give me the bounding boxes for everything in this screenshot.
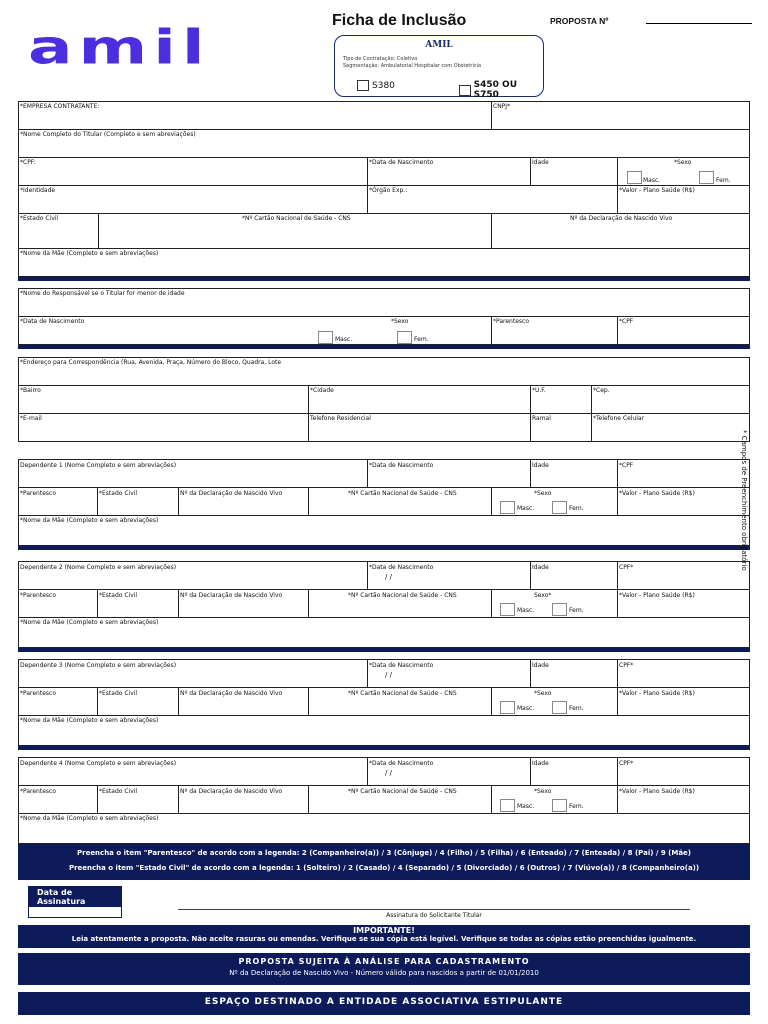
proposta-label: PROPOSTA Nº: [550, 16, 609, 26]
dependente-4-nascimento-field[interactable]: *Data de Nascimento: [369, 760, 434, 767]
responsavel-cpf-field[interactable]: *CPF: [619, 318, 634, 325]
dependente-3-parentesco-field[interactable]: *Parentesco: [20, 690, 56, 697]
titular-identidade-field[interactable]: *Identidade: [20, 187, 56, 194]
dependente-3-estado-civil-field[interactable]: *Estado Civil: [99, 690, 138, 697]
dependente-1-sexo-label: *Sexo: [534, 490, 552, 497]
dependente-1-section: [18, 459, 750, 546]
titular-cpf-field[interactable]: *CPF:: [20, 159, 36, 166]
dependente-3-fem-label: Fem.: [569, 705, 584, 712]
dependente-4-mae-field[interactable]: *Nome da Mãe (Completo e sem abreviações): [20, 815, 159, 822]
entidade-bar: [18, 992, 750, 1015]
section-separator: [18, 546, 750, 550]
dependente-4-masc-label: Masc.: [517, 803, 535, 810]
dependente-2-idade-field[interactable]: Idade: [532, 564, 549, 571]
importante-text: Leia atentamente a proposta. Não aceite rasuras ou emendas. Verifique se sua cópia está legível. Verifique se todas as cópias estão preenchidas igualmente.: [71, 935, 697, 943]
dependente-2-masc-label: Masc.: [517, 607, 535, 614]
dependente-3-idade-field[interactable]: Idade: [532, 662, 549, 669]
dependente-1-nome-field[interactable]: Dependente 1 (Nome Completo e sem abreviações): [20, 462, 177, 469]
dependente-4-nome-field[interactable]: Dependente 4 (Nome Completo e sem abreviações): [20, 760, 177, 767]
titular-sexo-label: *Sexo: [674, 159, 692, 166]
plan-option-s450[interactable]: [459, 80, 543, 100]
signature-label: Assinatura do Solicitante Titular: [386, 912, 482, 919]
plan-segmentation: Segmentação: Ambulatorial Hospitalar com Obstetrícia: [343, 63, 482, 69]
plan-option-s380-label: S380: [372, 80, 395, 91]
titular-nascimento-field[interactable]: *Data de Nascimento: [369, 159, 434, 166]
bairro-field[interactable]: *Bairro: [20, 387, 41, 394]
telefone-field[interactable]: Telefone Residencial: [310, 415, 371, 422]
dependente-2-dnv-field[interactable]: Nº da Declaração de Nascido Vivo: [180, 592, 283, 599]
analise-title: PROPOSTA SUJEITA À ANÁLISE PARA CADASTRAMENTO: [238, 957, 530, 966]
dependente-2-section: [18, 561, 750, 648]
dependente-3-masc-checkbox[interactable]: [500, 701, 515, 714]
responsavel-sexo-label: *Sexo: [391, 318, 409, 325]
checkbox-s450[interactable]: [459, 85, 471, 96]
analise-bar: [18, 953, 750, 985]
dependente-1-estado-civil-field[interactable]: *Estado Civil: [99, 490, 138, 497]
signature-line[interactable]: [178, 909, 690, 910]
cidade-field[interactable]: *Cidade: [310, 387, 334, 394]
dependente-2-date-slashes: / /: [385, 573, 392, 581]
titular-idade-field[interactable]: Idade: [532, 159, 549, 166]
section-separator: [18, 277, 750, 281]
dependente-2-valor-field[interactable]: *Valor - Plano Saúde (R$): [619, 592, 695, 599]
dependente-2-cpf-field[interactable]: CPF*: [619, 564, 634, 571]
dependente-1-dnv-field[interactable]: Nº da Declaração de Nascido Vivo: [180, 490, 283, 497]
titular-cns-field[interactable]: *Nº Cartão Nacional de Saúde - CNS: [242, 215, 351, 222]
plan-option-s380[interactable]: [357, 80, 395, 91]
dependente-4-fem-label: Fem.: [569, 803, 584, 810]
responsavel-nascimento-field[interactable]: *Data de Nascimento: [20, 318, 85, 325]
plan-option-s450-label: S450 OU S750: [473, 80, 518, 100]
dependente-3-date-slashes: / /: [385, 671, 392, 679]
dependente-3-sexo-label: *Sexo: [534, 690, 552, 697]
importante-title: IMPORTANTE!: [353, 926, 415, 935]
dependente-3-cns-field[interactable]: *Nº Cartão Nacional de Saúde - CNS: [348, 690, 457, 697]
dependente-1-valor-field[interactable]: *Valor - Plano Saúde (R$): [619, 490, 695, 497]
dependente-2-masc-checkbox[interactable]: [500, 603, 515, 616]
data-assinatura-label: Data de Assinatura: [29, 887, 121, 907]
dependente-4-fem-checkbox[interactable]: [552, 799, 567, 812]
dependente-1-nascimento-field[interactable]: *Data de Nascimento: [369, 462, 434, 469]
form-title: Ficha de Inclusão: [332, 12, 467, 29]
dependente-3-nascimento-field[interactable]: *Data de Nascimento: [369, 662, 434, 669]
dependente-3-nome-field[interactable]: Dependente 3 (Nome Completo e sem abreviações): [20, 662, 177, 669]
dependente-4-idade-field[interactable]: Idade: [532, 760, 549, 767]
responsavel-masc-checkbox[interactable]: [318, 331, 333, 344]
dependente-1-fem-label: Fem.: [569, 505, 584, 512]
titular-mae-field[interactable]: *Nome da Mãe (Completo e sem abreviações): [20, 250, 159, 257]
titular-masc-label: Masc.: [643, 177, 661, 184]
data-assinatura-field[interactable]: [28, 886, 122, 918]
titular-fem-label: Fem.: [716, 177, 731, 184]
endereco-section: [18, 357, 750, 442]
dependente-2-sexo-label: Sexo*: [534, 592, 552, 599]
plan-box: [334, 35, 544, 100]
dependente-1-mae-field[interactable]: *Nome da Mãe (Completo e sem abreviações): [20, 517, 159, 524]
ramal-field[interactable]: Ramal: [532, 415, 551, 422]
dependente-4-estado-civil-field[interactable]: *Estado Civil: [99, 788, 138, 795]
cep-field[interactable]: *Cep.: [593, 387, 610, 394]
entidade-title: ESPAÇO DESTINADO A ENTIDADE ASSOCIATIVA ESTIPULANTE: [204, 997, 564, 1007]
dependente-4-sexo-label: *Sexo: [534, 788, 552, 795]
dependente-2-parentesco-field[interactable]: *Parentesco: [20, 592, 56, 599]
empresa-field[interactable]: *EMPRESA CONTRATANTE:: [20, 103, 100, 110]
dependente-2-cns-field[interactable]: *Nº Cartão Nacional de Saúde - CNS: [348, 592, 457, 599]
legend-bar: [18, 844, 750, 880]
proposta-number-line[interactable]: [646, 23, 752, 24]
checkbox-s380[interactable]: [357, 80, 369, 91]
dependente-3-masc-label: Masc.: [517, 705, 535, 712]
dependente-3-valor-field[interactable]: *Valor - Plano Saúde (R$): [619, 690, 695, 697]
required-fields-note: * Campos de Preenchimento obrigatório: [740, 430, 748, 571]
dependente-4-dnv-field[interactable]: Nº da Declaração de Nascido Vivo: [180, 788, 283, 795]
cnpj-field[interactable]: CNPJ*: [493, 103, 511, 110]
dependente-4-parentesco-field[interactable]: *Parentesco: [20, 788, 56, 795]
section-separator: [18, 648, 750, 652]
dependente-3-cpf-field[interactable]: CPF*: [619, 662, 634, 669]
dependente-4-valor-field[interactable]: *Valor - Plano Saúde (R$): [619, 788, 695, 795]
dependente-4-date-slashes: / /: [385, 769, 392, 777]
titular-masc-checkbox[interactable]: [627, 171, 642, 184]
dependente-4-masc-checkbox[interactable]: [500, 799, 515, 812]
dependente-3-mae-field[interactable]: *Nome da Mãe (Completo e sem abreviações): [20, 717, 159, 724]
amil-logo: amil: [28, 19, 211, 76]
dependente-2-fem-label: Fem.: [569, 607, 584, 614]
email-field[interactable]: *E-mail: [20, 415, 42, 422]
responsavel-masc-label: Masc.: [335, 336, 353, 343]
dependente-4-cns-field[interactable]: *Nº Cartão Nacional de Saúde - CNS: [348, 788, 457, 795]
dependente-1-fem-checkbox[interactable]: [552, 501, 567, 514]
titular-fem-checkbox[interactable]: [699, 171, 714, 184]
dependente-4-cpf-field[interactable]: CPF*: [619, 760, 634, 767]
plan-contract-type: Tipo de Contratação: Coletivo: [343, 56, 418, 62]
dependente-2-estado-civil-field[interactable]: *Estado Civil: [99, 592, 138, 599]
dependente-4-section: [18, 757, 750, 844]
dependente-2-mae-field[interactable]: *Nome da Mãe (Completo e sem abreviações): [20, 619, 159, 626]
legend-parentesco: Preencha o item "Parentesco" de acordo com a legenda: 2 (Companheiro(a)) / 3 (Cônjuge) / 4 (Filho) / 5 (Filha) / 6 (Enteado) / 7 (Enteada) / 8 (Pai) / 9 (Mãe): [76, 849, 691, 857]
dependente-1-cns-field[interactable]: *Nº Cartão Nacional de Saúde - CNS: [348, 490, 457, 497]
dependente-2-nascimento-field[interactable]: *Data de Nascimento: [369, 564, 434, 571]
importante-bar: [18, 925, 750, 948]
titular-estado-civil-field[interactable]: *Estado Civil: [20, 215, 59, 222]
legend-estado-civil: Preencha o item "Estado Civil" de acordo com a legenda: 1 (Solteiro) / 2 (Casado) / 4 (Separado) / 5 (Divorciado) / 6 (Outros) / 7 (Viúvo(a)) / 8 (Companheiro(a)): [68, 864, 700, 872]
endereco-field[interactable]: *Endereço para Correspondência (Rua, Avenida, Praça, Número do Bloco, Quadra, Lote: [20, 359, 282, 366]
section-separator: [18, 746, 750, 750]
titular-orgao-field[interactable]: *Órgão Exp.:: [369, 187, 408, 194]
responsavel-parentesco-field[interactable]: *Parentesco: [493, 318, 529, 325]
titular-valor-field[interactable]: *Valor - Plano Saúde (R$): [619, 187, 695, 194]
titular-dnv-field[interactable]: Nº da Declaração de Nascido Vivo: [570, 215, 673, 222]
titular-nome-field[interactable]: *Nome Completo do Titular (Completo e sem abreviações): [20, 131, 196, 138]
dependente-1-idade-field[interactable]: Idade: [532, 462, 549, 469]
dependente-3-fem-checkbox[interactable]: [552, 701, 567, 714]
dependente-3-section: [18, 659, 750, 746]
section-separator: [18, 345, 750, 349]
analise-text: Nº da Declaração de Nascido Vivo - Número válido para nascidos a partir de 01/01/2010: [229, 969, 539, 977]
dependente-2-fem-checkbox[interactable]: [552, 603, 567, 616]
dependente-1-masc-label: Masc.: [517, 505, 535, 512]
dependente-2-nome-field[interactable]: Dependente 2 (Nome Completo e sem abreviações): [20, 564, 177, 571]
dependente-1-cpf-field[interactable]: *CPF: [619, 462, 634, 469]
dependente-3-dnv-field[interactable]: Nº da Declaração de Nascido Vivo: [180, 690, 283, 697]
uf-field[interactable]: *U.F.: [532, 387, 546, 394]
responsavel-fem-checkbox[interactable]: [397, 331, 412, 344]
celular-field[interactable]: *Telefone Celular: [593, 415, 645, 422]
responsavel-fem-label: Fem.: [414, 336, 429, 343]
responsavel-nome-field[interactable]: *Nome do Responsável se o Titular for menor de idade: [20, 290, 185, 297]
dependente-1-masc-checkbox[interactable]: [500, 501, 515, 514]
plan-box-title: AMIL: [425, 40, 453, 50]
dependente-1-parentesco-field[interactable]: *Parentesco: [20, 490, 56, 497]
